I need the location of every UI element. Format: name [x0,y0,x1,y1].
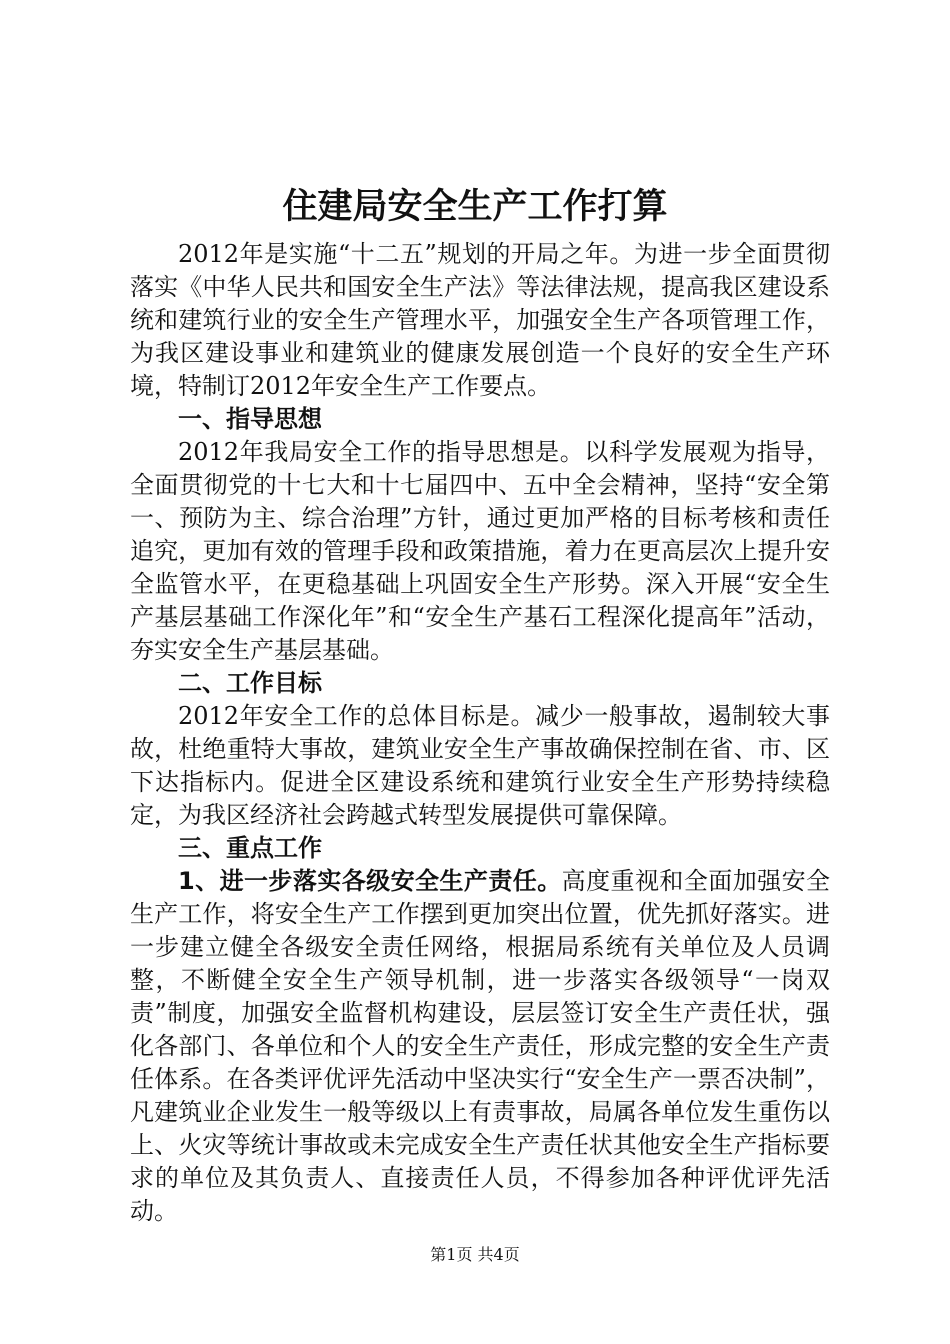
section-paragraph-guiding-ideology: 2012年我局安全工作的指导思想是。以科学发展观为指导，全面贯彻党的十七大和十七届四中、五中全会精神，坚持“安全第一、预防为主、综合治理”方针，通过更加严格的目标考核和责任追究，更加有效的管理手段和政策措施，着力在更高层次上提升安全监管水平，在更稳基础上巩固安全生产形势。深入开展“安全生产基层基础工作深化年”和“安全生产基石工程深化提高年”活动，夯实安全生产基层基础。 [130,438,830,664]
section-heading-key-work: 三、重点工作 [178,834,322,862]
section-heading-guiding-ideology: 一、指导思想 [178,405,322,433]
key-work-item-1-text: 高度重视和全面加强安全生产工作，将安全生产工作摆到更加突出位置，优先抓好落实。进一步建立健全各级安全责任网络，根据局系统有关单位及人员调整，不断健全安全生产领导机制，进一步落实各级领导“一岗双责”制度，加强安全监督机构建设，层层签订安全生产责任状，强化各部门、各单位和个人的安全生产责任，形成完整的安全生产责任体系。在各类评优评先活动中坚决实行“安全生产一票否决制”，凡建筑业企业发生一般等级以上有责事故，局属各单位发生重伤以上、火灾等统计事故或未完成安全生产责任状其他安全生产指标要求的单位及其负责人、直接责任人员，不得参加各种评优评先活动。 [130,867,831,1225]
key-work-item-1 [130,865,830,1228]
section-paragraph-work-goals: 2012年安全工作的总体目标是。减少一般事故，遏制较大事故，杜绝重特大事故，建筑业安全生产事故确保控制在省、市、区下达指标内。促进全区建设系统和建筑行业安全生产形势持续稳定，为我区经济社会跨越式转型发展提供可靠保障。 [130,702,830,829]
section-heading-work-goals: 二、工作目标 [178,669,322,697]
page-number-footer: 第1页 共4页 [430,1245,520,1264]
document-body [130,238,830,1228]
intro-paragraph: 2012年是实施“十二五”规划的开局之年。为进一步全面贯彻落实《中华人民共和国安全生产法》等法律法规，提高我区建设系统和建筑行业的安全生产管理水平，加强安全生产各项管理工作，为我区建设事业和建筑业的健康发展创造一个良好的安全生产环境，特制订2012年安全生产工作要点。 [130,240,830,400]
key-work-item-1-lead: 1、进一步落实各级安全生产责任。 [178,867,562,895]
document-title: 住建局安全生产工作打算 [282,187,668,227]
